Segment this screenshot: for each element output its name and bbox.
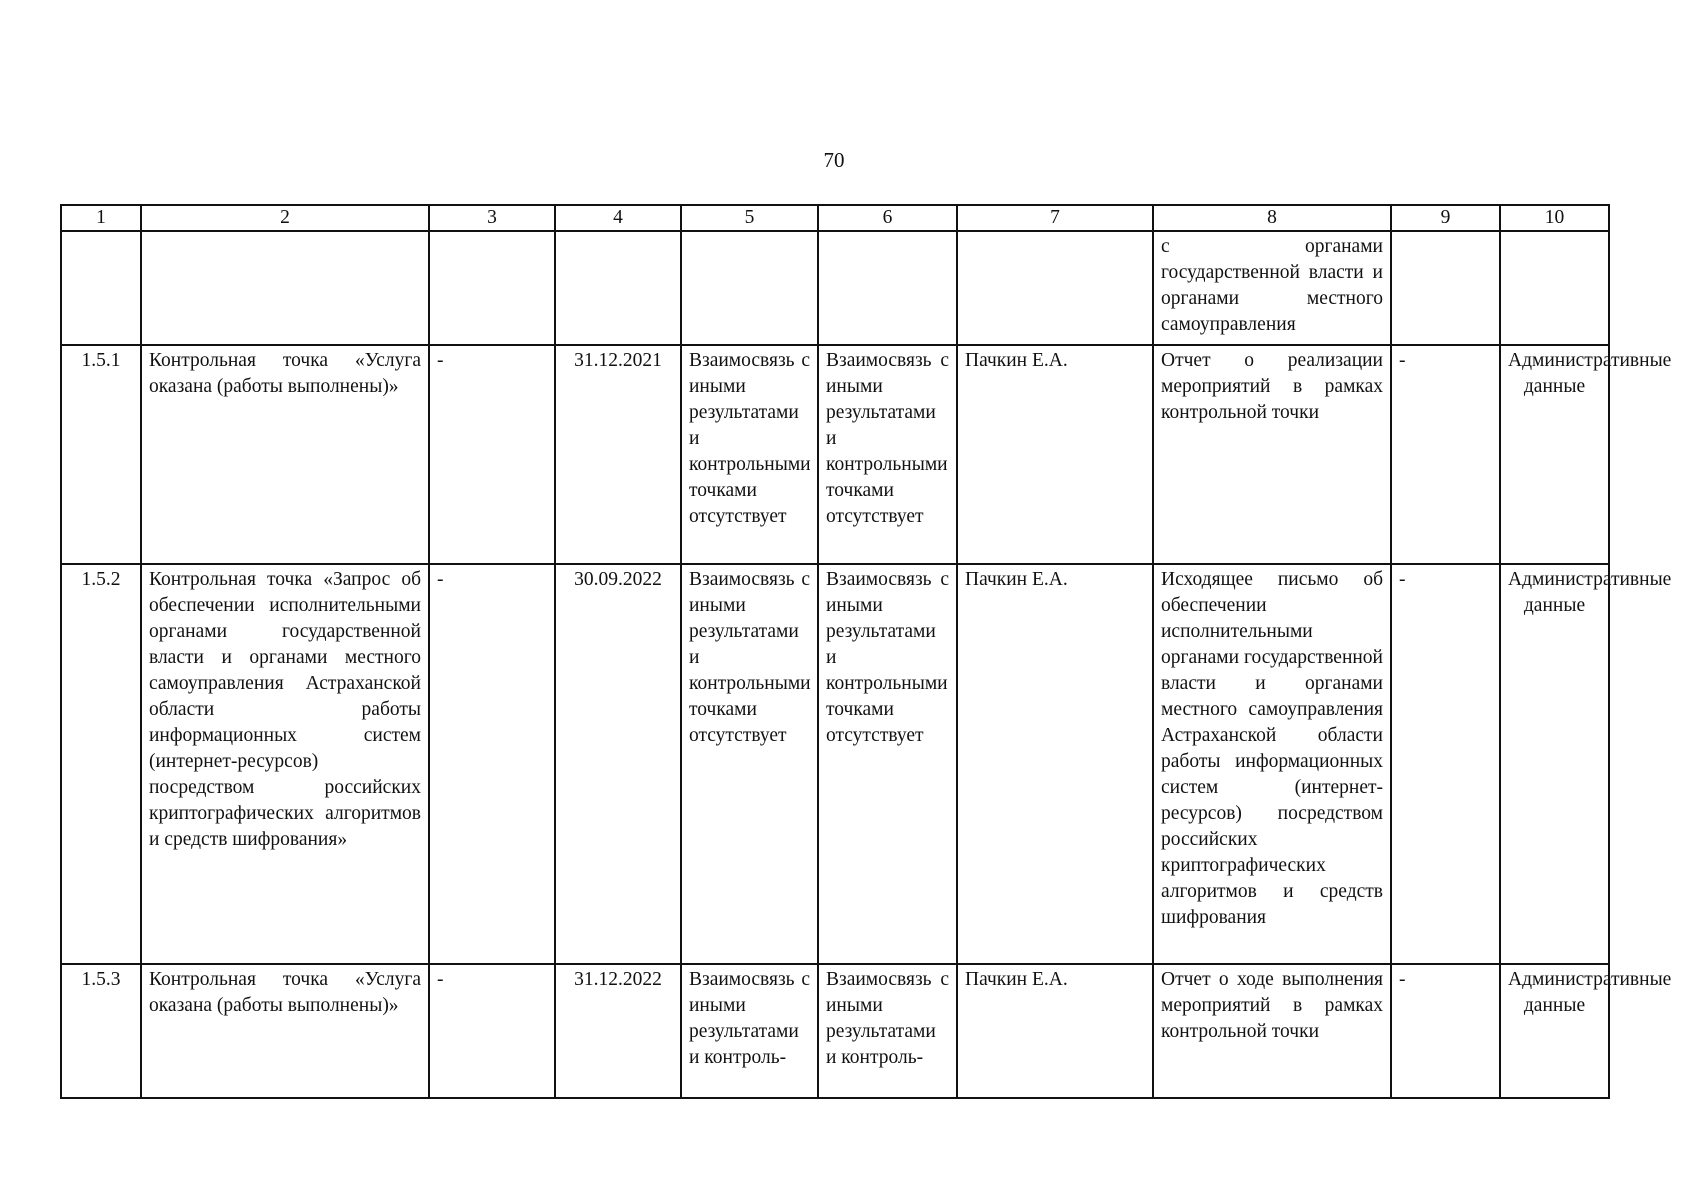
table-cell: [681, 231, 818, 345]
column-header: 10: [1500, 205, 1609, 231]
table-cell: [1391, 231, 1500, 345]
table-row-continuation: [61, 231, 1609, 345]
checkpoint-name: Контрольная точка «Запрос об обеспечении исполнительными органами государственной власти и органами местного самоуправления Астраханской области работы информационных систем (интернет-ресурсов) посредством российских криптографических алгоритмов и средств шифрования»: [141, 564, 429, 964]
table-row: [61, 964, 1609, 1098]
column-9-value: -: [1391, 964, 1500, 1098]
column-3-value: -: [429, 345, 555, 564]
checkpoint-name: Контрольная точка «Услуга оказана (работы выполнены)»: [141, 964, 429, 1098]
column-header: 1: [61, 205, 141, 231]
table-row: [61, 564, 1609, 964]
responsible-person: Пачкин Е.А.: [957, 964, 1153, 1098]
column-header: 8: [1153, 205, 1391, 231]
table-cell: [61, 231, 141, 345]
column-6-value: Взаимосвязь с иными результатами и контрольными точками отсутствует: [818, 345, 957, 564]
row-number: 1.5.1: [61, 345, 141, 564]
column-5-value: Взаимосвязь с иными результатами и контрольными точками отсутствует: [681, 564, 818, 964]
column-9-value: -: [1391, 564, 1500, 964]
column-3-value: -: [429, 964, 555, 1098]
column-5-value: Взаимосвязь с иными результатами и контроль-: [681, 964, 818, 1098]
data-source: Административные данные: [1500, 345, 1609, 564]
column-header: 5: [681, 205, 818, 231]
column-5-value: Взаимосвязь с иными результатами и контрольными точками отсутствует: [681, 345, 818, 564]
column-header: 2: [141, 205, 429, 231]
table-header-row: [61, 205, 1609, 231]
due-date: 30.09.2022: [555, 564, 681, 964]
column-3-value: -: [429, 564, 555, 964]
report-document-cell: с органами государственной власти и органами местного самоуправления: [1153, 231, 1391, 345]
row-number: 1.5.2: [61, 564, 141, 964]
table-cell: [818, 231, 957, 345]
column-6-value: Взаимосвязь с иными результатами и контрольными точками отсутствует: [818, 564, 957, 964]
due-date: 31.12.2022: [555, 964, 681, 1098]
table-cell: [141, 231, 429, 345]
row-number: 1.5.3: [61, 964, 141, 1098]
column-9-value: -: [1391, 345, 1500, 564]
due-date: 31.12.2021: [555, 345, 681, 564]
data-source: Административные данные: [1500, 564, 1609, 964]
table-cell: [429, 231, 555, 345]
checkpoint-name: Контрольная точка «Услуга оказана (работы выполнены)»: [141, 345, 429, 564]
column-header: 6: [818, 205, 957, 231]
table-row: [61, 345, 1609, 564]
column-6-value: Взаимосвязь с иными результатами и контроль-: [818, 964, 957, 1098]
table-cell: [555, 231, 681, 345]
responsible-person: Пачкин Е.А.: [957, 345, 1153, 564]
data-source: Административные данные: [1500, 964, 1609, 1098]
page-number: 70: [823, 148, 845, 172]
plan-table: [60, 204, 1672, 1099]
column-header: 7: [957, 205, 1153, 231]
table-cell: [1500, 231, 1609, 345]
report-document-cell: Отчет о ходе выполнения мероприятий в рамках контрольной точки: [1153, 964, 1391, 1098]
table-cell: [957, 231, 1153, 345]
column-header: 9: [1391, 205, 1500, 231]
report-document-cell: Отчет о реализации мероприятий в рамках контрольной точки: [1153, 345, 1391, 564]
column-header: 3: [429, 205, 555, 231]
column-header: 4: [555, 205, 681, 231]
report-document-cell: Исходящее письмо об обеспечении исполнительными органами государственной власти и органами местного самоуправления Астраханской области работы информационных систем (интернет-ресурсов) посредством российских криптографических алгоритмов и средств шифрования: [1153, 564, 1391, 964]
responsible-person: Пачкин Е.А.: [957, 564, 1153, 964]
